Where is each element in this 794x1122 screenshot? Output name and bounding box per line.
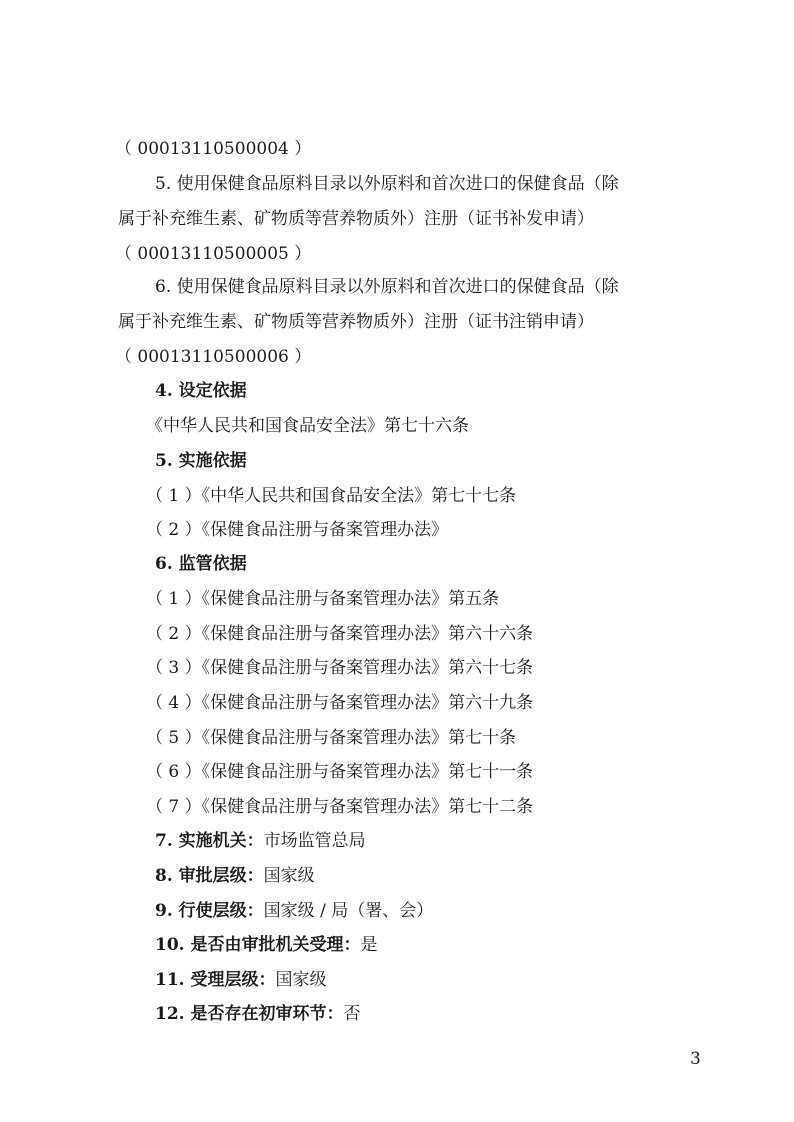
item-6-line-2: 属于补充维生素、矿物质等营养物质外）注册（证书注销申请）: [118, 312, 594, 332]
page-number: 3: [690, 1049, 701, 1069]
initial-review-row: [155, 1003, 361, 1025]
exercise-level-label: 9. 行使层级：: [155, 901, 264, 921]
approval-level-value: 国家级: [263, 866, 315, 886]
supervision-item-2: （ 2 ）《保健食品注册与备案管理办法》第六十六条: [146, 624, 534, 644]
exercise-level-value: 国家级 / 局（署、会）: [263, 901, 434, 921]
approval-level-row: [155, 865, 315, 887]
acceptance-level-label: 11. 受理层级：: [155, 970, 276, 990]
supervision-item-1: （ 1 ）《保健食品注册与备案管理办法》第五条: [146, 589, 500, 609]
item-5-line-1: 5. 使用保健食品原料目录以外原料和首次进口的保健食品（除: [155, 174, 619, 194]
basis-heading: 4. 设定依据: [155, 381, 247, 401]
supervision-item-5: （ 5 ）《保健食品注册与备案管理办法》第七十条: [146, 728, 517, 748]
supervision-item-7: （ 7 ）《保健食品注册与备案管理办法》第七十二条: [146, 797, 534, 817]
supervision-item-4: （ 4 ）《保健食品注册与备案管理办法》第六十九条: [146, 693, 534, 713]
supervision-heading: 6. 监管依据: [155, 554, 247, 574]
basis-text: 《中华人民共和国食品安全法》第七十六条: [146, 416, 469, 436]
agency-label: 7. 实施机关：: [155, 831, 264, 851]
initial-review-label: 12. 是否存在初审环节：: [155, 1004, 344, 1024]
impl-item-2: （ 2 ）《保健食品注册与备案管理办法》: [146, 520, 449, 540]
agency-row: [155, 830, 366, 852]
supervision-item-6: （ 6 ）《保健食品注册与备案管理办法》第七十一条: [146, 762, 534, 782]
item-5-line-2: 属于补充维生素、矿物质等营养物质外）注册（证书补发申请）: [118, 209, 594, 229]
item-6-line-1: 6. 使用保健食品原料目录以外原料和首次进口的保健食品（除: [155, 277, 619, 297]
exercise-level-row: [155, 900, 433, 922]
accepted-row: [155, 934, 378, 956]
supervision-item-3: （ 3 ）《保健食品注册与备案管理办法》第六十七条: [146, 658, 534, 678]
code-line-6: （ 00013110500006 ）: [115, 347, 312, 367]
accepted-label: 10. 是否由审批机关受理：: [155, 935, 361, 955]
accepted-value: 是: [360, 935, 378, 955]
agency-value: 市场监管总局: [263, 831, 366, 851]
acceptance-level-row: [155, 969, 327, 991]
code-line-4: （ 00013110500004 ）: [115, 139, 312, 159]
code-line-5: （ 00013110500005 ）: [115, 244, 312, 264]
acceptance-level-value: 国家级: [275, 970, 327, 990]
impl-item-1: （ 1 ）《中华人民共和国食品安全法》第七十七条: [146, 486, 517, 506]
impl-heading: 5. 实施依据: [155, 451, 247, 471]
initial-review-value: 否: [343, 1004, 361, 1024]
approval-level-label: 8. 审批层级：: [155, 866, 264, 886]
